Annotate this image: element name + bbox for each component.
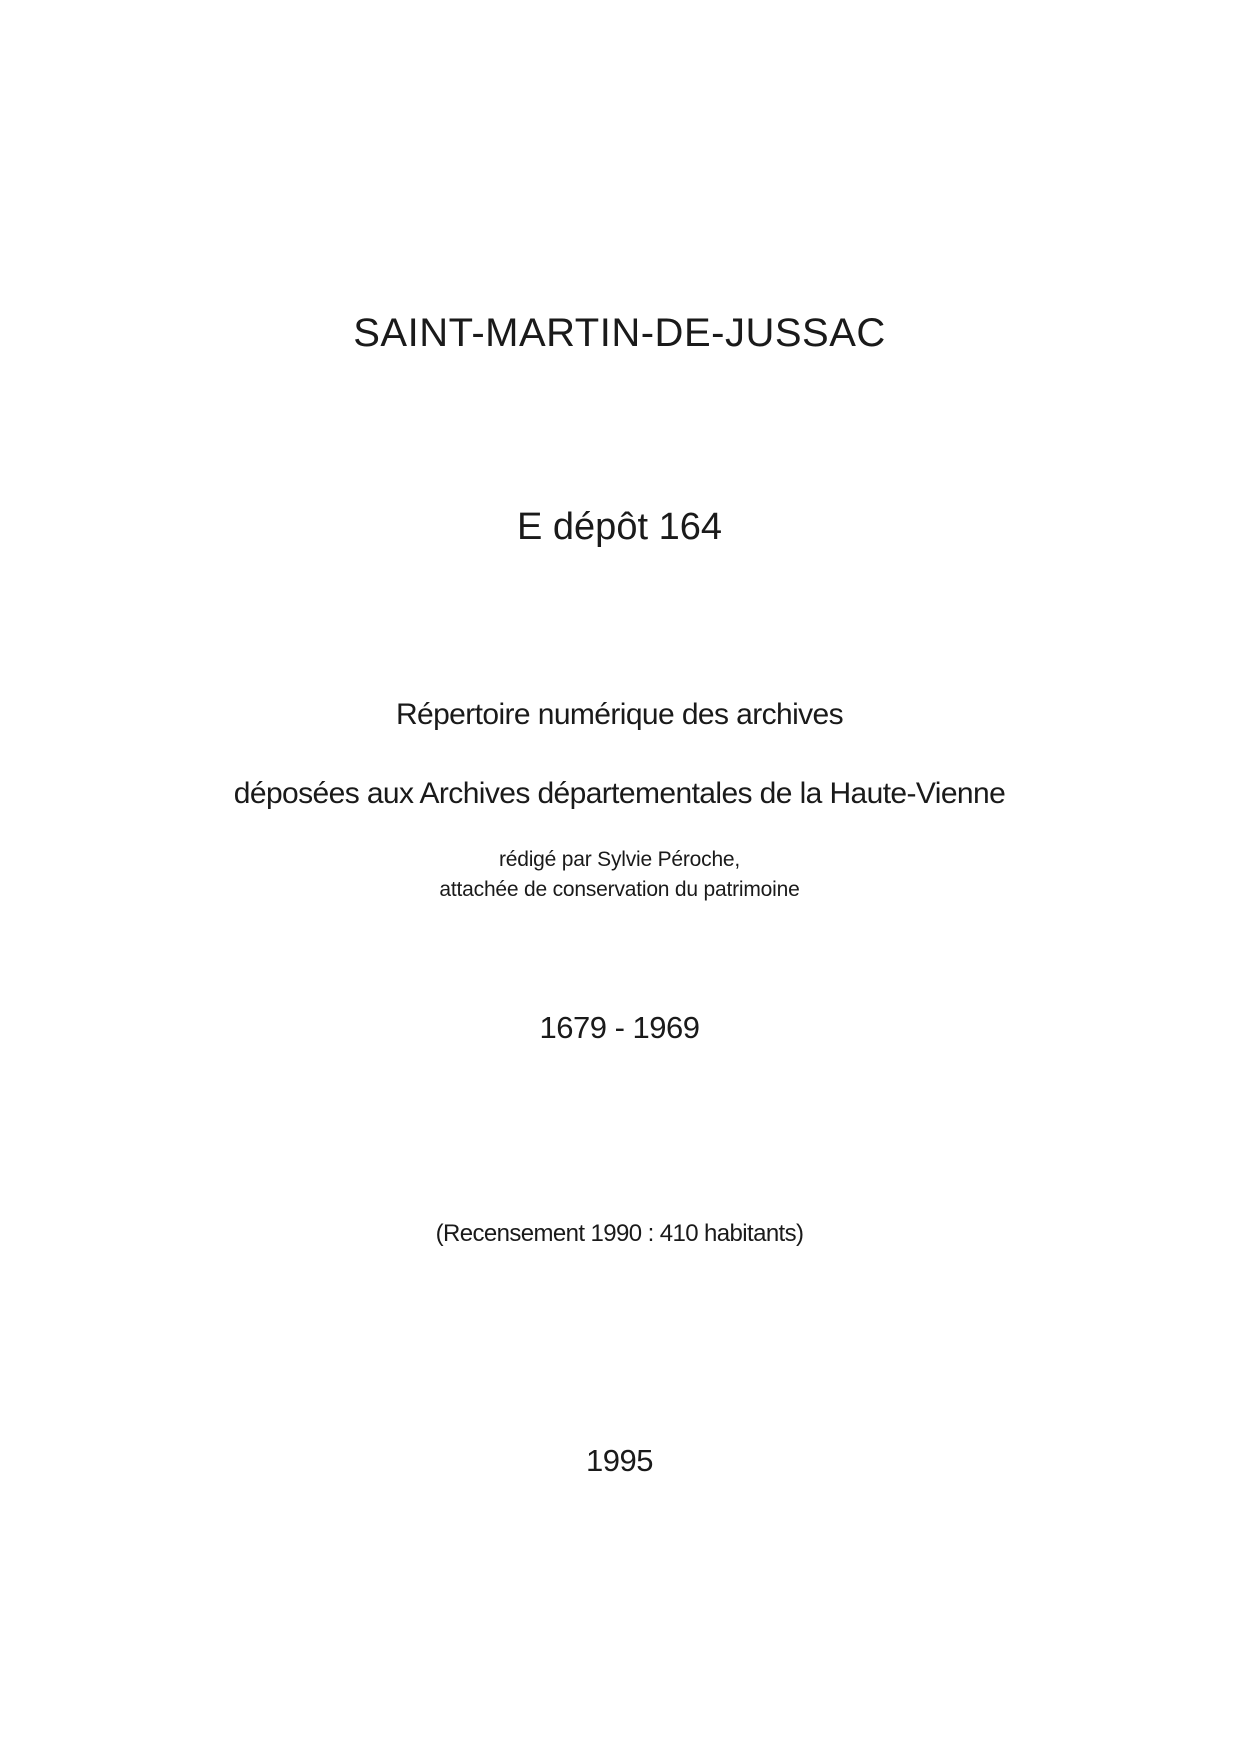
- author-line-2: attachée de conservation du patrimoine: [439, 878, 800, 901]
- publication-year: 1995: [586, 1443, 653, 1478]
- archive-reference: E dépôt 164: [517, 506, 722, 548]
- author-line-1: rédigé par Sylvie Péroche,: [498, 848, 741, 871]
- census-note: (Recensement 1990 : 410 habitants): [435, 1220, 804, 1247]
- commune-title: SAINT-MARTIN-DE-JUSSAC: [353, 311, 886, 355]
- repertoire-line-1: Répertoire numérique des archives: [395, 698, 844, 731]
- date-range: 1679 - 1969: [539, 1010, 700, 1045]
- repertoire-line-2: déposées aux Archives départementales de la Haute-Vienne: [233, 777, 1006, 810]
